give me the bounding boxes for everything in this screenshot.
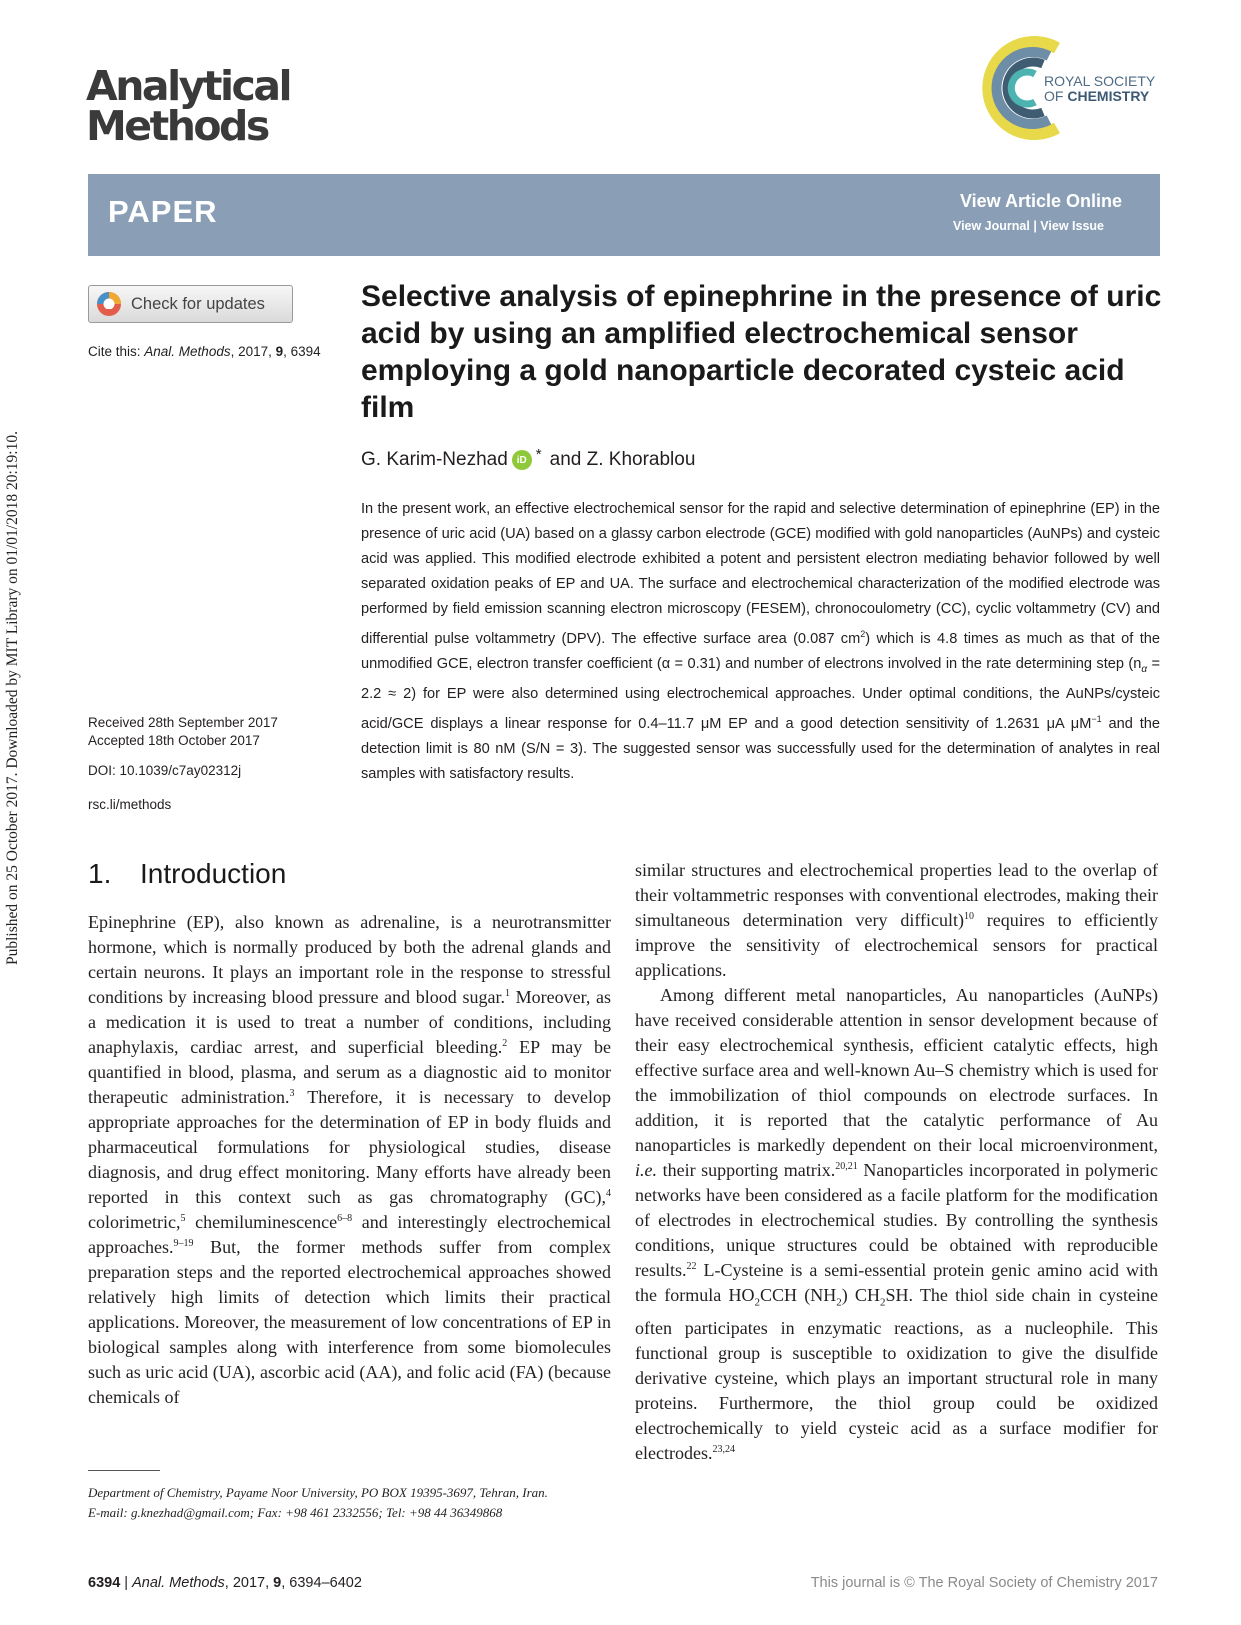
publication-stamp: Published on 25 October 2017. Downloaded by MIT Library on 01/01/2018 20:19:10. bbox=[4, 431, 21, 965]
abstract-part-2: ) which is 4.8 times as much as that of the unmodified GCE, electron transfer coefficient (α = 0.31) and number of electrons involved in the rate determining step (n bbox=[361, 630, 1160, 672]
view-links bbox=[953, 219, 1104, 233]
author-1[interactable]: G. Karim-Nezhad bbox=[361, 449, 508, 470]
citation-ref[interactable]: 3 bbox=[289, 1088, 295, 1099]
rsc-logo-line2 bbox=[1044, 89, 1155, 104]
text-run: Epinephrine (EP), also known as adrenaline, is a neurotransmitter hormone, which is normally produced by both the adrenal glands and certain neurons. It plays an important role in the response to stressful conditions by increasing blood pressure and blood sugar. bbox=[88, 912, 611, 1007]
journal-title bbox=[86, 62, 291, 150]
rsc-logo-text bbox=[1044, 74, 1155, 104]
cite-year: , 2017, bbox=[230, 344, 276, 359]
citation-ref[interactable]: 4 bbox=[606, 1188, 611, 1199]
text-run: Moreover, as a medication it is used to treat a number of conditions, including anaphylaxis, cardiac arrest, and superficial bleeding. bbox=[88, 987, 611, 1057]
page-footer-citation bbox=[88, 1575, 362, 1591]
intro-paragraph bbox=[635, 858, 1158, 983]
footnote-divider bbox=[88, 1470, 160, 1471]
text-run: similar structures and electrochemical properties lead to the overlap of their voltammetric responses with conventional electrodes, making their simultaneous determination very difficult) bbox=[635, 860, 1158, 930]
cite-volume: 9 bbox=[275, 344, 284, 359]
text-run: CCH (NH bbox=[759, 1285, 837, 1305]
abstract-part-4: and the detection limit is 80 nM (S/N = 3). The suggested sensor was successfully used for the determination of analytes in real samples with satisfactory results. bbox=[361, 715, 1160, 782]
citation-ref[interactable]: 9–19 bbox=[173, 1238, 194, 1249]
text-run: Therefore, it is necessary to develop appropriate approaches for the determination of EP in body fluids and pharmaceutical formulations for physiological studies, disease diagnosis, and drug effect monitoring. Many efforts have already been reported in this context such as gas chromatography (GC), bbox=[88, 1087, 612, 1207]
affiliation-line: Department of Chemistry, Payame Noor University, PO BOX 19395-3697, Tehran, Iran. bbox=[88, 1485, 548, 1500]
abstract-part-1: In the present work, an effective electrochemical sensor for the rapid and selective determination of epinephrine (EP) in the presence of uric acid (UA) based on a glassy carbon electrode (GCE) modified with gold nanoparticles (AuNPs) and cysteic acid was applied. This modified electrode exhibited a potent and persistent electron mediating behavior followed by well separated oxidation peaks of EP and UA. The surface and electrochemical characterization of the modified electrode was performed by field emission scanning electron microscopy (FESEM), chronocoulometry (CC), cyclic voltammetry (CV) and differential pulse voltammetry (DPV). The effective surface area (0.087 cm bbox=[361, 501, 1160, 647]
text-run: requires to efficiently improve the sensitivity of electrochemical sensors for practical applications. bbox=[635, 910, 1159, 980]
check-updates-icon bbox=[95, 290, 123, 318]
text-run: But, the former methods suffer from complex preparation steps and the reported electrochemical approaches showed relatively high limits of detection which limits their practical applications. Moreover, the measurement of low concentrations of EP in biological samples along with interference from some biomolecules such as uric acid (UA), ascorbic acid (AA), and folic acid (FA) (because chemicals of bbox=[88, 1237, 611, 1407]
doi[interactable]: DOI: 10.1039/c7ay02312j bbox=[88, 763, 242, 778]
check-for-updates-button[interactable] bbox=[88, 285, 293, 323]
copyright-notice: This journal is © The Royal Society of Chemistry 2017 bbox=[810, 1575, 1158, 1591]
citation-ref[interactable]: 23,24 bbox=[712, 1443, 735, 1455]
journal-link[interactable]: rsc.li/methods bbox=[88, 797, 172, 812]
text-run: L-Cysteine is a semi-essential protein genic amino acid with the formula HO bbox=[635, 1260, 1158, 1305]
footer-year: , 2017, bbox=[224, 1575, 274, 1591]
contact-line: E-mail: g.knezhad@gmail.com; Fax: +98 461 2332556; Tel: +98 44 36349868 bbox=[88, 1505, 503, 1520]
citation-ref[interactable]: 1 bbox=[504, 988, 510, 999]
journal-title-line2: Methods bbox=[86, 102, 268, 150]
accepted-date: Accepted 18th October 2017 bbox=[88, 733, 260, 748]
corresponding-author-mark: * bbox=[535, 445, 542, 463]
cite-prefix: Cite this: bbox=[88, 344, 145, 359]
citation-ref[interactable]: 22 bbox=[686, 1261, 697, 1272]
text-run-italic: i.e. bbox=[635, 1160, 657, 1180]
article-dates bbox=[88, 714, 278, 750]
author-list bbox=[361, 445, 696, 471]
journal-title-line1: Analytical bbox=[86, 62, 291, 110]
intro-paragraph bbox=[635, 983, 1158, 1466]
intro-right-column bbox=[635, 858, 1158, 1466]
rsc-logo[interactable] bbox=[987, 30, 1157, 145]
article-type-label: PAPER bbox=[108, 194, 218, 229]
footer-journal: Anal. Methods bbox=[132, 1575, 225, 1591]
text-run: Among different metal nanoparticles, Au nanoparticles (AuNPs) have received considerable attention in sensor development because of their easy electrochemical synthesis, efficient catalytic effects, high effective surface area and well-known Au–S chemistry which is used for the immobilization of thiol compounds on electrode surfaces. In addition, it is reported that the catalytic performance of Au nanoparticles is markedly dependent on their local microenvironment, bbox=[635, 985, 1158, 1155]
abstract-part-3: = 2.2 ≈ 2) for EP were also determined using electrochemical approaches. Under optimal conditions, the AuNPs/cysteic acid/GCE displays a linear response for 0.4–11.7 μM EP and a good detection sensitivity of 1.2631 μA μM bbox=[361, 655, 1160, 732]
view-issue-link[interactable]: View Issue bbox=[1040, 219, 1104, 233]
section-number: 1. bbox=[88, 858, 112, 889]
view-article-online-link[interactable]: View Article Online bbox=[959, 191, 1122, 211]
article-banner bbox=[88, 174, 1160, 256]
footer-volume: 9 bbox=[273, 1575, 282, 1591]
intro-left-column bbox=[88, 910, 611, 1410]
page-number: 6394 bbox=[88, 1575, 121, 1591]
citation-ref[interactable]: 20,21 bbox=[835, 1161, 858, 1172]
intro-paragraph bbox=[88, 910, 611, 1410]
text-run: their supporting matrix. bbox=[657, 1160, 836, 1180]
abstract-sub: α bbox=[1141, 663, 1148, 675]
citation-ref[interactable]: 2 bbox=[502, 1038, 508, 1049]
cite-this bbox=[88, 344, 321, 359]
text-run: SH. The thiol side chain in cysteine often participates in enzymatic reactions, as a nucleophile. This functional group is susceptible to oxidization to give the disulfide derivative cysteine, which plays an important structural role in many proteins. Furthermore, the thiol group could be oxidized electrochemically to yield cysteic acid as a surface modifier for electrodes. bbox=[635, 1285, 1159, 1463]
formula-subscript: 2 bbox=[754, 1296, 760, 1309]
rsc-logo-line1: ROYAL SOCIETY bbox=[1044, 73, 1156, 89]
text-run: and interestingly electrochemical approaches. bbox=[88, 1212, 611, 1257]
formula-subscript: 2 bbox=[879, 1296, 886, 1309]
received-date: Received 28th September 2017 bbox=[88, 715, 278, 730]
citation-ref[interactable]: 6–8 bbox=[337, 1213, 353, 1224]
abstract-sup-unit: −1 bbox=[1091, 713, 1102, 724]
rsc-logo-chemistry: CHEMISTRY bbox=[1067, 88, 1150, 104]
view-journal-link[interactable]: View Journal bbox=[952, 219, 1030, 233]
text-run: EP may be quantified in blood, plasma, and serum as a diagnostic aid to monitor therapeutic administration. bbox=[88, 1037, 611, 1107]
formula-subscript: 2 bbox=[836, 1296, 842, 1309]
affiliation-footnote bbox=[88, 1483, 628, 1523]
rsc-logo-of: OF bbox=[1044, 88, 1068, 104]
section-title: Introduction bbox=[140, 858, 287, 889]
footer-pages: , 6394–6402 bbox=[281, 1575, 362, 1591]
check-for-updates-label: Check for updates bbox=[131, 294, 265, 313]
footer-separator: | bbox=[120, 1575, 133, 1591]
cite-journal: Anal. Methods bbox=[144, 344, 231, 359]
text-run: chemiluminescence bbox=[185, 1212, 338, 1232]
citation-ref[interactable]: 10 bbox=[964, 911, 974, 922]
abstract bbox=[361, 497, 1160, 787]
citation-ref[interactable]: 5 bbox=[180, 1213, 186, 1224]
text-run: Nanoparticles incorporated in polymeric networks have been considered as a facile platform for the modification of electrodes in electrochemical studies. By controlling the synthesis conditions, unique structures could be obtained with reproducible results. bbox=[635, 1160, 1158, 1280]
section-heading bbox=[88, 858, 286, 890]
article-title: Selective analysis of epinephrine in the presence of uric acid by using an amplified electrochemical sensor employing a gold nanoparticle decorated cysteic acid film bbox=[361, 280, 1162, 424]
view-links-separator: | bbox=[1029, 219, 1041, 233]
cite-page: , 6394 bbox=[283, 344, 321, 359]
text-run: colorimetric, bbox=[88, 1212, 181, 1232]
orcid-icon[interactable]: iD bbox=[512, 450, 532, 470]
author-2[interactable]: and Z. Khorablou bbox=[549, 449, 696, 470]
abstract-sup: 2 bbox=[860, 629, 866, 639]
text-run: ) CH bbox=[841, 1285, 880, 1305]
